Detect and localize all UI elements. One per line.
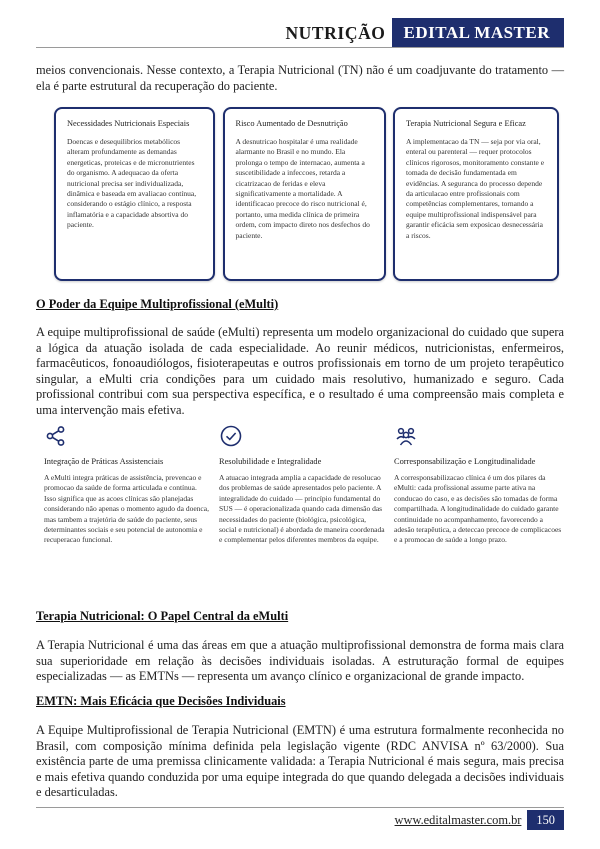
card-body: A desnutricao hospitalar é uma realidade alarmante no Brasil e no mundo. Ela prolonga o tempo de internacao, aumenta a suscetibilidade a infeccoes, retarda a cicatrizacao de feridas e eleva significativamente a mortalidade. A identificacao precoce do risco nutricional é, portanto, uma medida clínica de primeira ordem, com impacto direto nos desfechos do paciente. [235, 137, 370, 240]
check-circle-icon [219, 424, 245, 450]
card-title: Risco Aumentado de Desnutrição [235, 119, 348, 128]
feature-title: Resolubilidade e Integralidade [219, 457, 322, 466]
section-paragraph-emtn: A Equipe Multiprofissional de Terapia Nutricional (EMTN) é uma estrutura formalmente reconhecida no Brasil, com composição mínima definida pela legislação vigente (RDC ANVISA nº 63/2000). Sua existência parte de uma premissa clinicamente validada: a Terapia Nutricional é mais segura, mais precisa e mais efetiva quando conduzida por uma equipe integrada do que quando delegada a decisões individuais e desarticuladas. [36, 723, 564, 800]
feature-resolubility [219, 424, 385, 546]
section-heading-emulti: O Poder da Equipe Multiprofissional (eMulti) [36, 297, 279, 311]
feature-body: A corresponsabilizacao clínica é um dos pilares da eMulti: cada profissional assume parte ativa na conducao do caso, e as decisões são tomadas de forma compartilhada. A longitudinalidade do cuidado garante continuidade no acompanhamento, favorecendo a adesão terapêutica, a deteccao precoce de complicacoes e a promocao de saúde a longo prazo. [394, 473, 562, 545]
subject-title: NUTRIÇÃO [285, 23, 386, 43]
section-heading-nutritional-therapy: Terapia Nutricional: O Papel Central da eMulti [36, 609, 289, 623]
footer-divider [36, 807, 564, 808]
brand-label: EDITAL MASTER [392, 18, 564, 48]
card-safe-therapy [393, 107, 559, 281]
feature-coresponsibility [394, 424, 564, 546]
feature-integration [44, 424, 210, 546]
page-header [285, 18, 564, 48]
card-body: A implementacao da TN — seja por via oral, enteral ou parenteral — requer protocolos clínicos rigorosos, monitoramento constante e tomada de decisão fundamentada em evidências. A seguranca do processo depende da articulacao entre profissionais com competências complementares, tornando a equipe multiprofissional indispensável para garantir eficácia sem exposicao desnecessária a riscos. [406, 137, 545, 240]
feature-columns [44, 424, 564, 546]
team-icon [394, 424, 420, 450]
card-title: Necessidades Nutricionais Especiais [67, 119, 190, 128]
card-malnutrition-risk [223, 107, 386, 281]
section-paragraph-emulti: A equipe multiprofissional de saúde (eMulti) representa um modelo organizacional do cuidado que supera a lógica da atuação isolada de cada especialidade. Ao reunir médicos, nutricionistas, enfermeiros, farmacêuticos, fonoaudiólogos, fisioterapeutas e outros profissionais em torno de um projeto terapêutico singular, a eMulti cria condições para um cuidado mais resolutivo, humanizado e seguro. Cada profissional contribui com sua perspectiva específica, e o resultado é uma compreensão mais completa e uma intervenção mais efetiva. [36, 325, 564, 417]
feature-body: A atuacao integrada amplia a capacidade de resolucao dos problemas de saúde apresentados pelo paciente. A integralidade do cuidado — princípio fundamental do SUS — é operacionalizada quando cada dimensão das necessidades do paciente (biológica, psicológica, social e nutricional) é abordada de maneira coordenada e complementar pelos diferentes membros da equipe. [219, 473, 385, 545]
section-heading-emtn: EMTN: Mais Eficácia que Decisões Individuais [36, 694, 286, 708]
page-number: 150 [527, 810, 564, 830]
share-nodes-icon [44, 424, 70, 450]
page-footer [395, 810, 564, 830]
section-paragraph-nutritional-therapy: A Terapia Nutricional é uma das áreas em que a atuação multiprofissional demonstra de forma mais clara sua superioridade em relação às decisões individuais isoladas. A estruturação formal de equipes especializadas — as EMTNs — representa um avanço clínico e organizacional de grande impacto. [36, 638, 564, 684]
feature-body: A eMulti integra práticas de assistência, prevencao e promocao da saúde de forma articulada e contínua. Isso significa que as acoes clínicas são planejadas considerando não apenas o momento agudo da doenca, mas tambem a trajetória de saúde do paciente, seus determinantes sociais e seu potencial de autonomia e recuperacao funcional. [44, 473, 209, 545]
card-body: Doencas e desequilibrios metabólicos alteram profundamente as demandas energeticas, proteicas e de micronutrientes do organismo. A adequacao da oferta nutricional precisa ser individualizada, dinâmica e baseada em avaliacao contínua, considerando o estágio clínico, a resposta inflamatória e a capacidade absortiva do paciente. [67, 137, 197, 230]
card-title: Terapia Nutricional Segura e Eficaz [406, 119, 526, 128]
header-divider [36, 47, 564, 48]
card-special-needs [54, 107, 215, 281]
website-link[interactable]: www.editalmaster.com.br [394, 813, 522, 827]
feature-title: Integração de Práticas Assistenciais [44, 457, 164, 466]
info-cards [54, 107, 559, 281]
feature-title: Corresponsabilização e Longitudinalidade [394, 457, 536, 466]
intro-paragraph: meios convencionais. Nesse contexto, a Terapia Nutricional (TN) não é um coadjuvante do tratamento — ela é parte estrutural da recuperação do paciente. [36, 63, 564, 93]
